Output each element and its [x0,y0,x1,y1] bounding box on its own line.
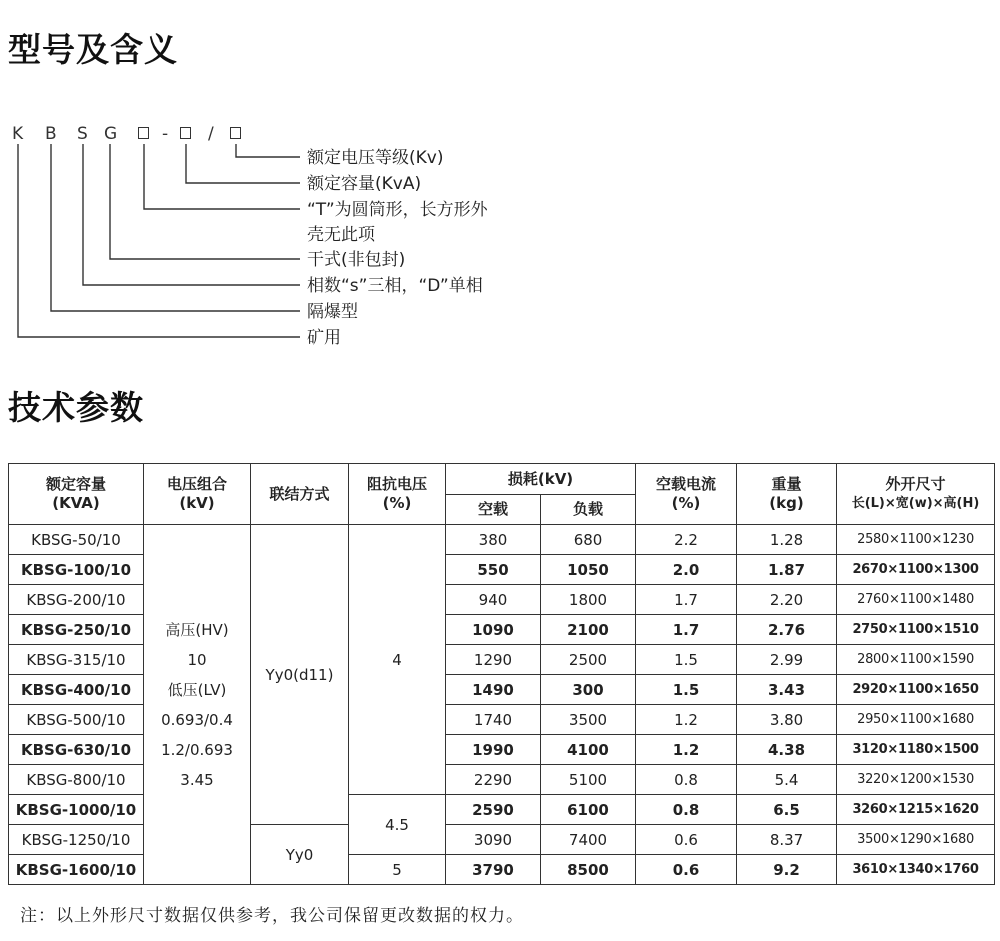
cell-loss-load: 8500 [541,855,636,885]
code-letter-s: S [77,124,88,144]
cell-noload-current: 1.7 [636,615,737,645]
cell-model: KBSG-50/10 [9,525,144,555]
code-letter-k: K [12,124,24,144]
cell-dimensions: 3500×1290×1680 [837,825,995,855]
cell-loss-load: 2500 [541,645,636,675]
header-line: (KVA) [52,494,100,512]
cell-impedance: 4 [349,525,446,795]
header-line: (kV) [179,494,215,512]
cell-loss-noload: 940 [446,585,541,615]
footnote: 注：以上外形尺寸数据仅供参考，我公司保留更改数据的权力。 [20,906,524,926]
cell-loss-noload: 550 [446,555,541,585]
cell-weight: 6.5 [737,795,837,825]
code-placeholder-box [138,127,149,139]
cell-weight: 8.37 [737,825,837,855]
header-line: 外开尺寸 [885,475,946,493]
cell-weight: 4.38 [737,735,837,765]
voltage-combo-line: 1.2/0.693 [161,740,233,759]
code-dash: - [162,124,169,144]
desc-voltage-class: 额定电压等级(Kv) [307,148,444,168]
cell-impedance: 5 [349,855,446,885]
desc-dry-type: 干式(非包封) [307,250,406,270]
cell-model: KBSG-1600/10 [9,855,144,885]
cell-model: KBSG-630/10 [9,735,144,765]
cell-loss-noload: 2290 [446,765,541,795]
cell-dimensions: 2800×1100×1590 [837,645,995,675]
cell-weight: 2.99 [737,645,837,675]
cell-connection: Yy0 [251,825,349,885]
voltage-combo-line: 0.693/0.4 [161,710,233,729]
header-dimensions [837,464,995,525]
cell-loss-noload: 1740 [446,705,541,735]
header-line: (kg) [769,494,804,512]
desc-mining: 矿用 [307,328,341,348]
header-noload-current [636,464,737,525]
desc-explosion-proof: 隔爆型 [307,302,358,322]
cell-weight: 1.87 [737,555,837,585]
header-loss-noload: 空载 [446,495,541,525]
code-slash: / [208,124,214,144]
cell-dimensions: 3220×1200×1530 [837,765,995,795]
cell-loss-noload: 1290 [446,645,541,675]
cell-noload-current: 0.6 [636,825,737,855]
header-line: 电压组合 [166,475,227,493]
cell-noload-current: 1.5 [636,645,737,675]
cell-dimensions: 2760×1100×1480 [837,585,995,615]
cell-connection: Yy0(d11) [251,525,349,825]
cell-noload-current: 1.2 [636,705,737,735]
desc-phase: 相数“s”三相，“D”单相 [307,276,483,296]
cell-noload-current: 2.0 [636,555,737,585]
model-designation-diagram [0,110,620,360]
cell-model: KBSG-100/10 [9,555,144,585]
cell-loss-load: 7400 [541,825,636,855]
header-line: 重量 [771,475,802,493]
header-voltage-combo [144,464,251,525]
cell-weight: 9.2 [737,855,837,885]
header-line: 空载电流 [656,475,717,493]
code-placeholder-box [230,127,241,139]
cell-noload-current: 0.6 [636,855,737,885]
table-body [9,525,995,885]
cell-model: KBSG-800/10 [9,765,144,795]
cell-noload-current: 0.8 [636,795,737,825]
cell-loss-load: 680 [541,525,636,555]
header-line: 长(L)×宽(w)×高(H) [851,496,980,511]
header-line: (%) [671,494,701,512]
header-connection: 联结方式 [251,464,349,525]
header-line: 额定容量 [45,475,106,493]
cell-loss-load: 3500 [541,705,636,735]
voltage-combo-line: 低压(LV) [167,680,227,699]
cell-model: KBSG-1250/10 [9,825,144,855]
cell-loss-noload: 1090 [446,615,541,645]
cell-loss-load: 300 [541,675,636,705]
voltage-combo-line: 3.45 [180,770,214,789]
cell-noload-current: 1.7 [636,585,737,615]
spec-table [8,463,995,885]
cell-weight: 1.28 [737,525,837,555]
header-loss: 损耗(kV) [446,464,636,495]
cell-weight: 2.20 [737,585,837,615]
header-impedance [349,464,446,525]
cell-loss-load: 4100 [541,735,636,765]
cell-model: KBSG-250/10 [9,615,144,645]
cell-weight: 3.80 [737,705,837,735]
cell-model: KBSG-400/10 [9,675,144,705]
cell-loss-noload: 3090 [446,825,541,855]
cell-dimensions: 3610×1340×1760 [837,855,995,885]
cell-model: KBSG-500/10 [9,705,144,735]
cell-impedance: 4.5 [349,795,446,855]
cell-dimensions: 3260×1215×1620 [837,795,995,825]
params-section-title: 技术参数 [8,388,144,427]
cell-voltage-combo [144,525,251,885]
voltage-combo-line: 10 [187,650,207,669]
cell-dimensions: 2920×1100×1650 [837,675,995,705]
cell-loss-noload: 380 [446,525,541,555]
cell-loss-load: 2100 [541,615,636,645]
cell-model: KBSG-1000/10 [9,795,144,825]
cell-model: KBSG-200/10 [9,585,144,615]
desc-shape: “T”为圆筒形，长方形外 [307,200,488,220]
cell-dimensions: 2580×1100×1230 [837,525,995,555]
cell-loss-load: 1800 [541,585,636,615]
cell-loss-noload: 1990 [446,735,541,765]
code-letter-b: B [45,124,57,144]
cell-loss-load: 1050 [541,555,636,585]
cell-loss-noload: 2590 [446,795,541,825]
cell-dimensions: 2750×1100×1510 [837,615,995,645]
voltage-combo-line: 高压(HV) [165,620,229,639]
desc-shape-cont: 壳无此项 [307,225,375,245]
header-line: (%) [382,494,412,512]
cell-weight: 2.76 [737,615,837,645]
header-rated-capacity [9,464,144,525]
header-weight [737,464,837,525]
cell-weight: 3.43 [737,675,837,705]
cell-noload-current: 0.8 [636,765,737,795]
header-loss-load: 负载 [541,495,636,525]
cell-noload-current: 1.2 [636,735,737,765]
code-placeholder-box [180,127,191,139]
cell-dimensions: 2950×1100×1680 [837,705,995,735]
cell-dimensions: 2670×1100×1300 [837,555,995,585]
cell-loss-load: 6100 [541,795,636,825]
table-row [9,525,995,555]
cell-model: KBSG-315/10 [9,645,144,675]
header-line: 阻抗电压 [366,475,427,493]
cell-dimensions: 3120×1180×1500 [837,735,995,765]
cell-weight: 5.4 [737,765,837,795]
code-letter-g: G [104,124,118,144]
desc-rated-capacity: 额定容量(KvA) [307,174,422,194]
cell-loss-noload: 1490 [446,675,541,705]
cell-noload-current: 2.2 [636,525,737,555]
model-section-title: 型号及含义 [8,30,178,69]
cell-loss-noload: 3790 [446,855,541,885]
cell-noload-current: 1.5 [636,675,737,705]
cell-loss-load: 5100 [541,765,636,795]
